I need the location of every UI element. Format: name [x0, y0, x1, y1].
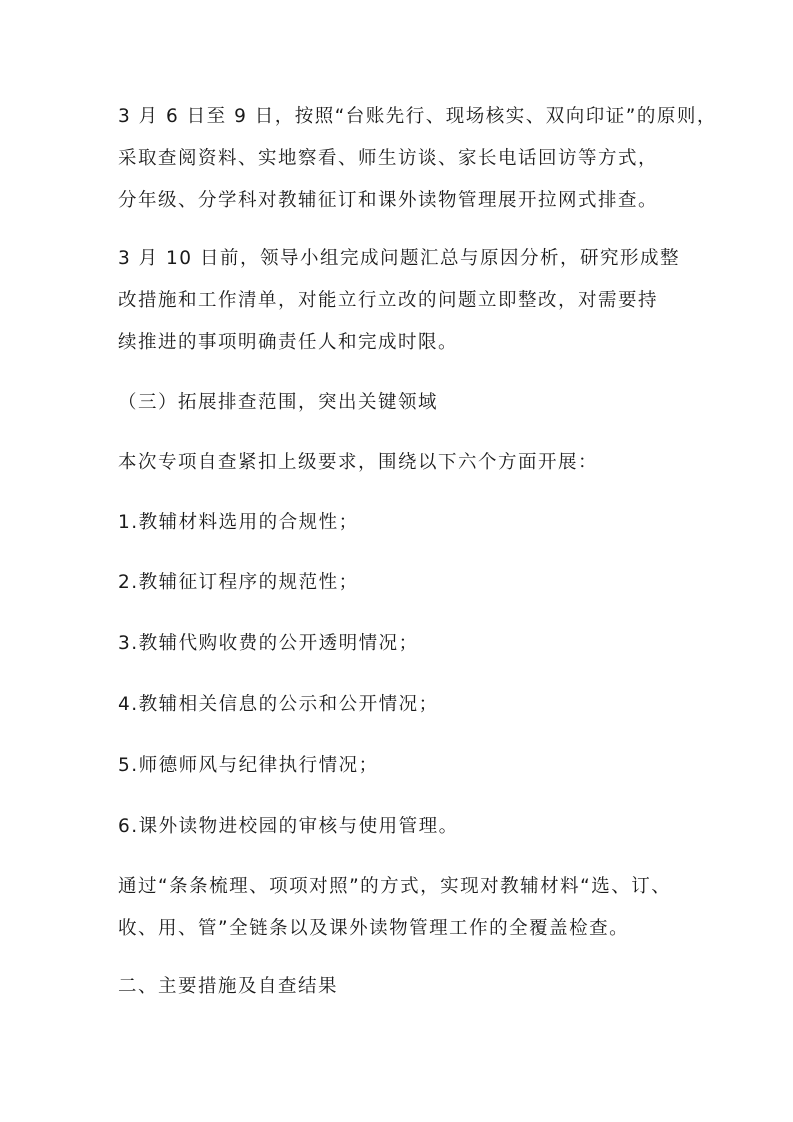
chapter-heading-2: 二、主要措施及自查结果	[118, 976, 339, 997]
paragraph-1-line-1: 3 月 6 日至 9 日，按照“台账先行、现场核实、双向印证”的原则，	[118, 106, 717, 127]
summary-paragraph-line-1: 通过“条条梳理、项项对照”的方式，实现对教辅材料“选、订、	[118, 876, 672, 897]
list-item-4: 4.教辅相关信息的公示和公开情况；	[118, 694, 439, 715]
list-item-1: 1.教辅材料选用的合规性；	[118, 512, 359, 533]
paragraph-2-line-2: 改措施和工作清单，对能立行立改的问题立即整改，对需要持	[118, 290, 659, 311]
list-item-5: 5.师德师风与纪律执行情况；	[118, 755, 379, 776]
paragraph-1-line-2: 采取查阅资料、实地察看、师生访谈、家长电话回访等方式，	[118, 148, 659, 169]
list-item-3: 3.教辅代购收费的公开透明情况；	[118, 633, 419, 654]
list-item-2: 2.教辅征订程序的规范性；	[118, 572, 359, 593]
list-item-6: 6.课外读物进校园的审核与使用管理。	[118, 816, 459, 837]
section-heading-3: （三）拓展排查范围，突出关键领域	[118, 392, 439, 413]
summary-paragraph-line-2: 收、用、管”全链条以及课外读物管理工作的全覆盖检查。	[118, 918, 630, 939]
paragraph-2-line-3: 续推进的事项明确责任人和完成时限。	[118, 332, 459, 353]
paragraph-1-line-3: 分年级、分学科对教辅征订和课外读物管理展开拉网式排查。	[118, 190, 659, 211]
paragraph-2-line-1: 3 月 10 日前，领导小组完成问题汇总与原因分析，研究形成整	[118, 248, 680, 269]
intro-paragraph: 本次专项自查紧扣上级要求，围绕以下六个方面开展：	[118, 452, 599, 473]
